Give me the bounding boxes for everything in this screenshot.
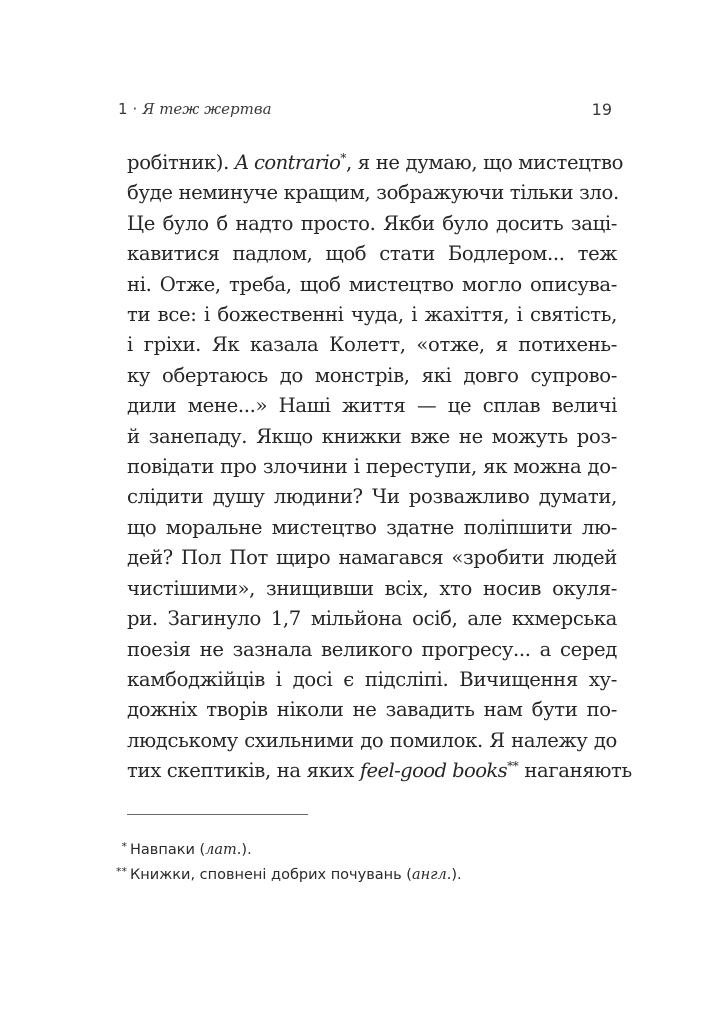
- text-line: дожніх творів ніколи не завадить нам бути по-: [127, 698, 617, 722]
- text-line: дили мене...» Наші життя — це сплав величі: [127, 394, 617, 418]
- footnote: [105, 836, 625, 861]
- text-line: людському схильними до помилок. Я належу до: [127, 728, 617, 752]
- text-line: і гріхи. Як казала Колетт, «отже, я потихень-: [127, 333, 617, 357]
- text-line: кавитися падлом, щоб стати Бодлером... теж: [127, 242, 617, 266]
- footnote-marker: **: [507, 759, 519, 774]
- text-line: чистішими», знищивши всіх, хто носив окуля-: [127, 576, 617, 600]
- running-head-chapter: [118, 100, 272, 118]
- text-line: ні. Отже, треба, щоб мистецтво могло описува-: [127, 272, 617, 296]
- text-line: що моральне мистецтво здатне поліпшити лю-: [127, 515, 617, 539]
- italic-phrase: A contrario: [234, 151, 341, 174]
- footnote-text: Навпаки (: [130, 842, 206, 858]
- running-head: [118, 100, 612, 124]
- footnote-text-end: ).: [451, 867, 462, 883]
- footnote-divider: [127, 814, 308, 815]
- text-line: камбоджійців і досі є підсліпі. Вичищення ху-: [127, 667, 617, 691]
- footnote-language: лат.: [205, 842, 242, 858]
- chapter-title: Я теж жертва: [142, 100, 272, 118]
- footnote-marker: *: [340, 151, 347, 165]
- text-line: [127, 756, 632, 786]
- text-segment: тих скептиків, на яких: [127, 759, 360, 783]
- text-segment: наганяють: [518, 759, 632, 783]
- footnote: [105, 861, 625, 886]
- separator: ·: [132, 100, 138, 118]
- footnote-text-end: ).: [241, 842, 252, 858]
- footnote-language: англ.: [411, 867, 452, 883]
- text-line: ку обертаюсь до монстрів, які довго супрово-: [127, 363, 617, 387]
- italic-phrase: feel-good books: [359, 759, 508, 783]
- text-line: слідити душу людини? Чи розважливо думати,: [127, 485, 617, 509]
- text-line: Це було б надто просто. Якби було досить заці-: [127, 211, 617, 235]
- chapter-number: 1: [118, 100, 128, 118]
- text-line: [127, 148, 624, 178]
- text-line: ти все: і божественні чуда, і жахіття, і святість,: [127, 303, 617, 327]
- footnote-marker: *: [121, 840, 127, 853]
- text-line: дей? Пол Пот щиро намагався «зробити людей: [127, 546, 617, 570]
- text-line: буде неминуче кращим, зображуючи тільки зло.: [127, 181, 619, 205]
- page-number: 19: [591, 100, 612, 119]
- footnote-text: Книжки, сповнені добрих почувань (: [130, 867, 412, 883]
- text-segment: , я не думаю, що мистецтво: [346, 151, 624, 174]
- body-text: [127, 148, 632, 787]
- text-line: ри. Загинуло 1,7 мільйона осіб, але кхмерська: [127, 607, 617, 631]
- text-line: й занепаду. Якщо книжки вже не можуть роз-: [127, 424, 617, 448]
- footnotes: [105, 836, 625, 886]
- text-line: повідати про злочини і переступи, як можна до-: [127, 455, 617, 479]
- footnote-marker: **: [116, 865, 127, 878]
- text-line: поезія не зазнала великого прогресу... а серед: [127, 637, 617, 661]
- text-segment: робітник).: [127, 151, 235, 174]
